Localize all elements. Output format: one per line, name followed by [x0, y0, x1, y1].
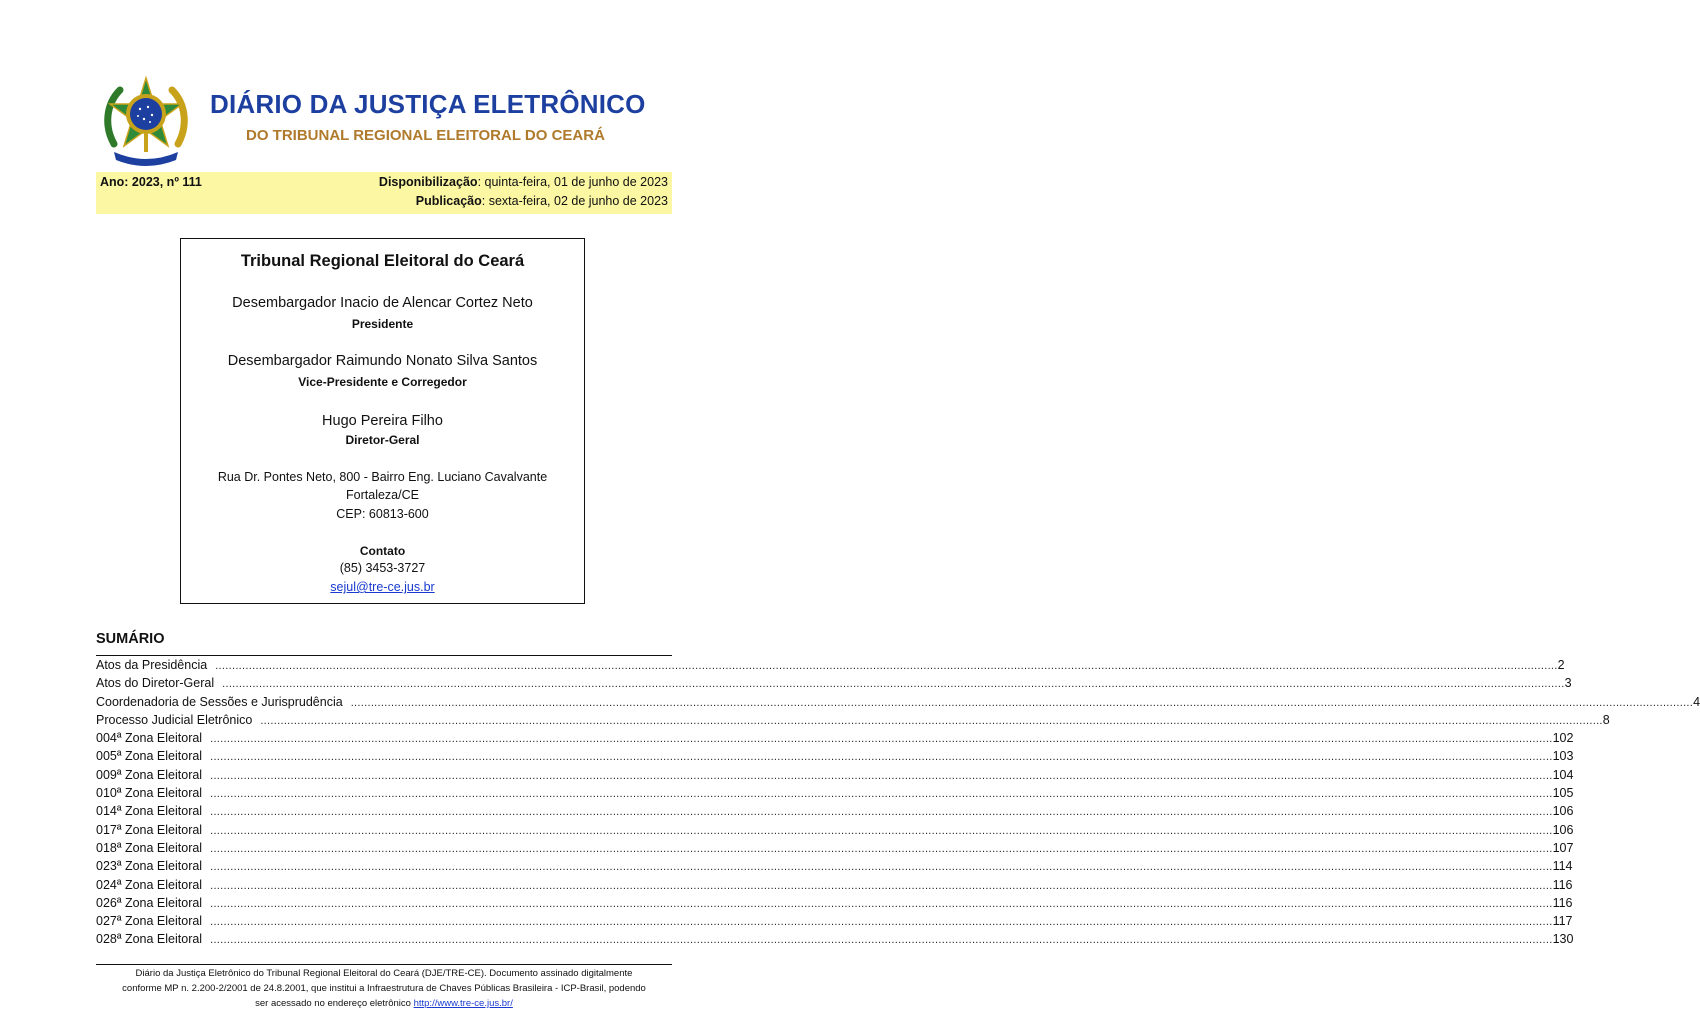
summary-item-leader-dots: ................................................................................................................................................................................................................................................................................................................................................................................................................ [210, 861, 1553, 874]
summary-item-leader-dots: ................................................................................................................................................................................................................................................................................................................................................................................................................ [210, 751, 1553, 764]
summary-item-page: 103 [1552, 749, 1574, 764]
address-cep: CEP: 60813-600 [336, 507, 429, 521]
summary-item-label: 018ª Zona Eleitoral [96, 840, 203, 855]
summary-item-page: 102 [1552, 731, 1574, 746]
director-role: Diretor-Geral [345, 433, 420, 447]
summary-item-leader-dots: ................................................................................................................................................................................................................................................................................................................................................................................................................ [215, 660, 1558, 672]
summary-item-page: 105 [1552, 786, 1574, 801]
summary-item-label: 023ª Zona Eleitoral [96, 859, 203, 874]
footer-divider [96, 964, 672, 965]
contact-label: Contato [359, 544, 406, 558]
summary-item-label: 027ª Zona Eleitoral [96, 914, 203, 929]
summary-item-label: 005ª Zona Eleitoral [96, 749, 203, 764]
footer-line-2: conforme MP n. 2.200-2/2001 de 24.8.2001, que institui a Infraestrutura de Chaves Públicas Brasileira - ICP-Brasil, podendo [122, 983, 646, 994]
summary-item-label: 004ª Zona Eleitoral [96, 731, 203, 746]
summary-item-leader-dots: ................................................................................................................................................................................................................................................................................................................................................................................................................ [210, 842, 1553, 855]
summary-item-page: 130 [1552, 932, 1574, 947]
summary-item-label: 017ª Zona Eleitoral [96, 822, 203, 837]
summary-item[interactable] [96, 786, 1574, 804]
summary-item-leader-dots: ................................................................................................................................................................................................................................................................................................................................................................................................................ [210, 733, 1553, 746]
summary-item-label: 026ª Zona Eleitoral [96, 895, 203, 910]
summary-item-leader-dots: ................................................................................................................................................................................................................................................................................................................................................................................................................ [222, 678, 1565, 691]
court-name: Tribunal Regional Eleitoral do Ceará [240, 252, 525, 270]
summary-item-page: 106 [1552, 804, 1574, 819]
summary-item-page: 116 [1552, 877, 1573, 892]
summary-item-label: Coordenadoria de Sessões e Jurisprudência [96, 694, 343, 709]
summary-item-leader-dots: ................................................................................................................................................................................................................................................................................................................................................................................................................ [350, 696, 1694, 709]
court-info-box [180, 238, 585, 604]
summary-item-label: 010ª Zona Eleitoral [96, 786, 203, 801]
availability-date [379, 175, 668, 189]
address-city: Fortaleza/CE [346, 488, 419, 502]
summary-item-page: 8 [1602, 712, 1610, 727]
summary-item-leader-dots: ................................................................................................................................................................................................................................................................................................................................................................................................................ [210, 824, 1553, 837]
summary-item-leader-dots: ................................................................................................................................................................................................................................................................................................................................................................................................................ [210, 769, 1553, 782]
summary-item-page: 117 [1552, 914, 1573, 929]
summary-item-page: 3 [1564, 676, 1572, 691]
summary-item-leader-dots: ................................................................................................................................................................................................................................................................................................................................................................................................................ [210, 897, 1553, 910]
footer-line-3-text: ser acessado no endereço eletrônico [255, 998, 414, 1009]
summary-item[interactable] [96, 712, 1610, 731]
footer-site-link[interactable]: http://www.tre-ce.jus.br/ [413, 998, 513, 1009]
summary-item[interactable] [96, 822, 1574, 841]
summary-list [96, 658, 1700, 951]
summary-item[interactable] [96, 932, 1574, 950]
summary-item-page: 2 [1557, 658, 1565, 672]
summary-item-leader-dots: ................................................................................................................................................................................................................................................................................................................................................................................................................ [210, 934, 1553, 947]
president-name: Desembargador Inacio de Alencar Cortez Neto [232, 295, 533, 311]
page-title: DIÁRIO DA JUSTIÇA ELETRÔNICO [210, 89, 646, 119]
summary-item[interactable] [96, 840, 1574, 859]
summary-item-leader-dots: ................................................................................................................................................................................................................................................................................................................................................................................................................ [210, 806, 1553, 819]
summary-item[interactable] [96, 658, 1565, 676]
summary-item-page: 4 [1693, 694, 1700, 709]
summary-item-label: Atos do Diretor-Geral [96, 676, 215, 691]
summary-item-leader-dots: ................................................................................................................................................................................................................................................................................................................................................................................................................ [210, 916, 1553, 929]
director-name: Hugo Pereira Filho [322, 413, 443, 429]
summary-item-page: 116 [1552, 895, 1573, 910]
availability-value: : quinta-feira, 01 de junho de 2023 [477, 175, 668, 189]
vice-president-role: Vice-Presidente e Corregedor [298, 375, 467, 389]
contact-email-container [181, 580, 584, 594]
summary-item[interactable] [96, 767, 1574, 786]
summary-item[interactable] [96, 676, 1572, 694]
footer-note [96, 966, 672, 1011]
summary-item[interactable] [96, 877, 1573, 896]
summary-item-page: 106 [1552, 822, 1574, 837]
summary-item[interactable] [96, 731, 1574, 749]
edition-number: Ano: 2023, nº 111 [100, 175, 202, 189]
footer-line-1: Diário da Justiça Eletrônico do Tribunal Regional Eleitoral do Ceará (DJE/TRE-CE). Documento assinado digitalmente [135, 968, 633, 979]
summary-item-leader-dots: ................................................................................................................................................................................................................................................................................................................................................................................................................ [260, 714, 1603, 727]
address-street: Rua Dr. Pontes Neto, 800 - Bairro Eng. Luciano Cavalvante [217, 470, 548, 484]
summary-item-page: 107 [1552, 840, 1574, 855]
contact-phone: (85) 3453-3727 [339, 561, 426, 575]
availability-label: Disponibilização [378, 175, 478, 189]
edition-info-bar [96, 172, 672, 214]
president-role: Presidente [351, 317, 414, 331]
summary-item-leader-dots: ................................................................................................................................................................................................................................................................................................................................................................................................................ [210, 788, 1553, 801]
summary-heading: SUMÁRIO [96, 631, 165, 647]
publication-value: : sexta-feira, 02 de junho de 2023 [481, 194, 668, 208]
contact-email-link[interactable]: sejul@tre-ce.jus.br [330, 580, 435, 594]
summary-item-label: Processo Judicial Eletrônico [96, 712, 253, 727]
summary-item[interactable] [96, 694, 1700, 713]
summary-item-label: 028ª Zona Eleitoral [96, 932, 203, 947]
summary-item[interactable] [96, 914, 1573, 932]
summary-item[interactable] [96, 749, 1574, 767]
summary-divider [96, 655, 672, 656]
footer-line-3 [96, 996, 672, 1011]
summary-item-label: 009ª Zona Eleitoral [96, 767, 203, 782]
publication-date [416, 194, 668, 208]
summary-item-label: Atos da Presidência [96, 658, 208, 672]
page-subtitle: DO TRIBUNAL REGIONAL ELEITORAL DO CEARÁ [246, 127, 605, 144]
vice-president-name: Desembargador Raimundo Nonato Silva Santos [227, 353, 538, 369]
summary-item-leader-dots: ................................................................................................................................................................................................................................................................................................................................................................................................................ [210, 879, 1553, 892]
summary-item-page: 114 [1552, 859, 1573, 874]
summary-item-page: 104 [1552, 767, 1574, 782]
brazil-coat-of-arms-icon [100, 74, 192, 166]
summary-item[interactable] [96, 895, 1573, 914]
summary-item-label: 014ª Zona Eleitoral [96, 804, 203, 819]
publication-label: Publicação [415, 194, 482, 208]
summary-item-label: 024ª Zona Eleitoral [96, 877, 203, 892]
summary-item[interactable] [96, 804, 1574, 822]
summary-item[interactable] [96, 859, 1573, 877]
